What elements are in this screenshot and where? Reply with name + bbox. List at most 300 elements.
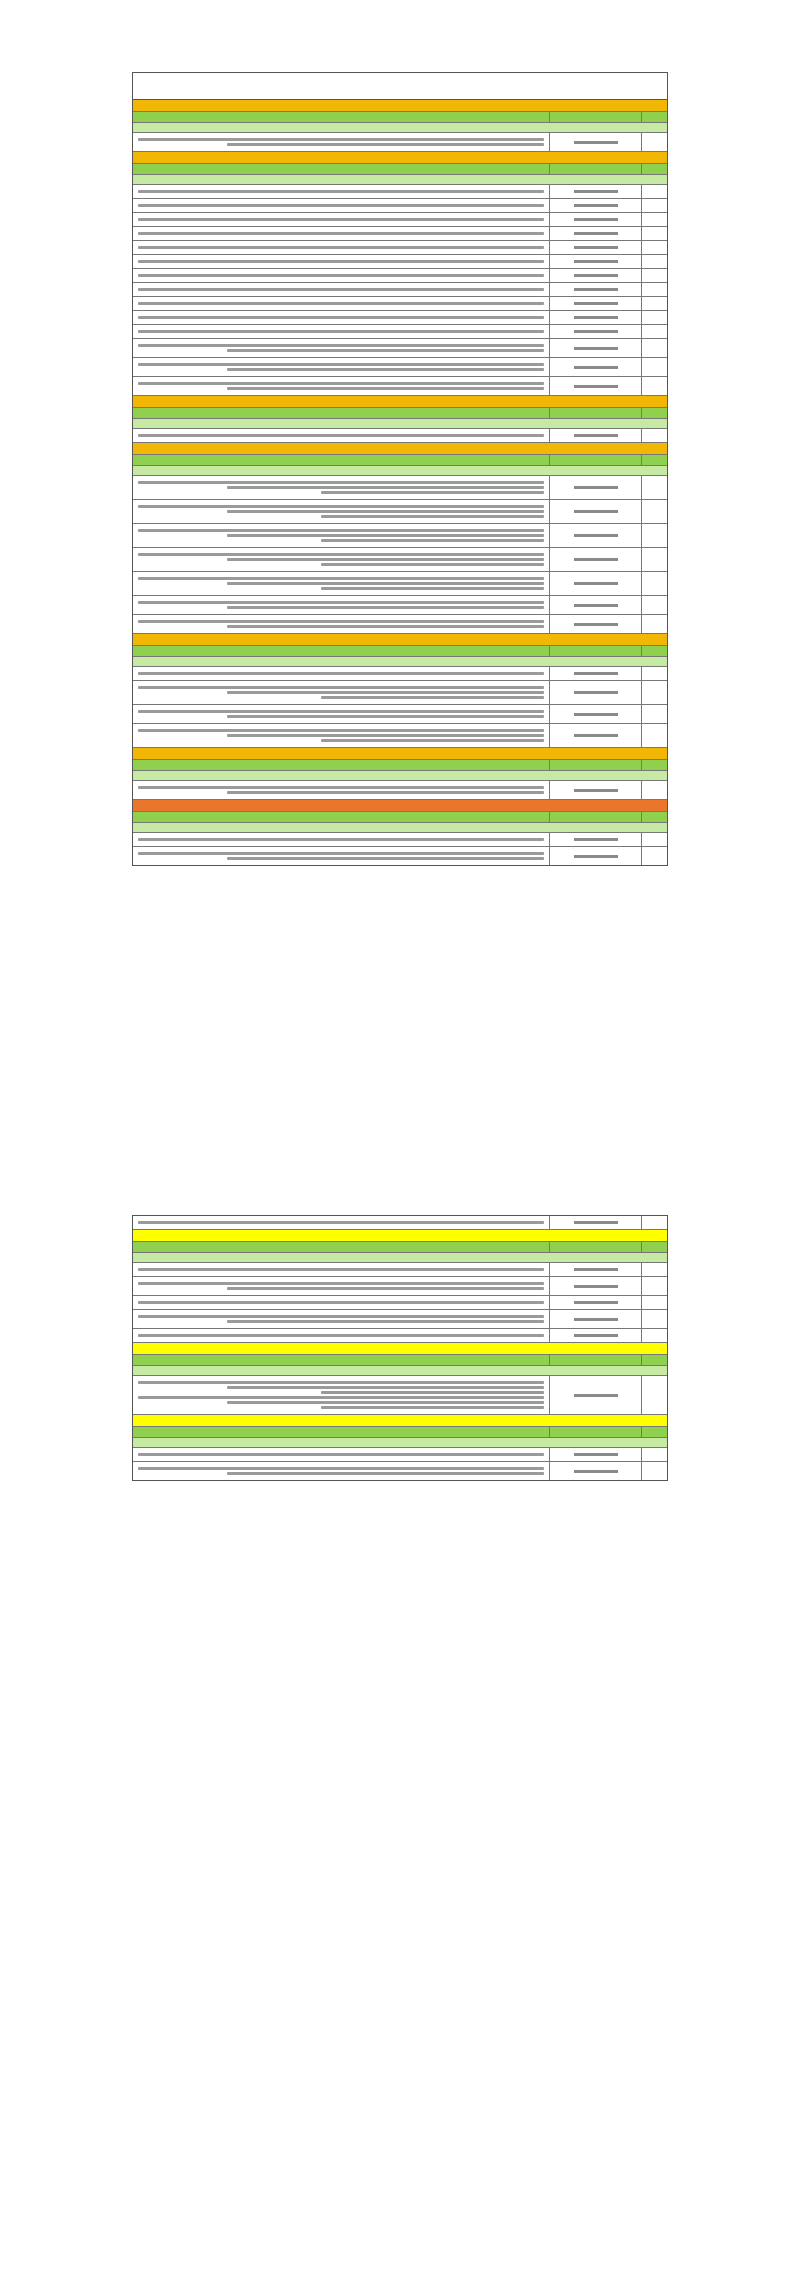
row-number [641, 133, 667, 151]
outage-areas [133, 283, 549, 296]
table-row [133, 1296, 667, 1310]
column-header-row [133, 455, 667, 466]
row-number [641, 500, 667, 523]
table-row [133, 724, 667, 748]
text-placeholder-line [227, 1386, 544, 1389]
time-placeholder [574, 691, 618, 694]
text-placeholder-line [138, 710, 544, 713]
city-header [133, 100, 667, 112]
time-placeholder [574, 558, 618, 561]
text-placeholder-line [227, 1320, 544, 1323]
text-placeholder-line [227, 1287, 544, 1290]
text-placeholder-line [227, 534, 544, 537]
time-range [549, 339, 641, 357]
time-range [549, 377, 641, 395]
time-range [549, 572, 641, 595]
table-row [133, 297, 667, 311]
outage-areas [133, 1310, 549, 1328]
outage-areas [133, 500, 549, 523]
outage-areas [133, 615, 549, 633]
row-number [641, 1376, 667, 1414]
outage-areas [133, 1462, 549, 1480]
time-placeholder [574, 1470, 618, 1473]
column-header [641, 646, 667, 656]
text-placeholder-line [321, 587, 544, 590]
text-placeholder-line [321, 1391, 544, 1394]
time-range [549, 1277, 641, 1295]
text-placeholder-line [138, 288, 544, 291]
text-placeholder-line [227, 349, 544, 352]
column-header-row [133, 1355, 667, 1366]
time-placeholder [574, 288, 618, 291]
outage-areas [133, 199, 549, 212]
column-header [133, 1242, 549, 1252]
column-header [549, 1355, 641, 1365]
time-range [549, 297, 641, 310]
outage-areas [133, 572, 549, 595]
row-number [641, 548, 667, 571]
subheader-row [133, 657, 667, 667]
table-row [133, 255, 667, 269]
city-header [133, 1230, 667, 1242]
column-header-row [133, 164, 667, 175]
table-row [133, 1310, 667, 1329]
column-header [549, 1242, 641, 1252]
outage-areas [133, 1376, 549, 1414]
time-range [549, 1263, 641, 1276]
column-header-row [133, 646, 667, 657]
text-placeholder-line [321, 491, 544, 494]
time-placeholder [574, 623, 618, 626]
time-range [549, 1296, 641, 1309]
outage-areas [133, 1448, 549, 1461]
text-placeholder-line [227, 1472, 544, 1475]
column-header [549, 646, 641, 656]
outage-areas [133, 241, 549, 254]
text-placeholder-line [138, 838, 544, 841]
text-placeholder-line [138, 529, 544, 532]
table-row [133, 1216, 667, 1230]
time-placeholder [574, 604, 618, 607]
time-placeholder [574, 1268, 618, 1271]
time-placeholder [574, 434, 618, 437]
time-placeholder [574, 141, 618, 144]
text-placeholder-line [138, 246, 544, 249]
column-header-row [133, 1242, 667, 1253]
city-header [133, 748, 667, 760]
text-placeholder-line [227, 143, 544, 146]
row-number [641, 377, 667, 395]
time-placeholder [574, 1334, 618, 1337]
text-placeholder-line [138, 434, 544, 437]
time-range [549, 681, 641, 704]
time-placeholder [574, 838, 618, 841]
time-range [549, 615, 641, 633]
row-number [641, 311, 667, 324]
column-header [133, 812, 549, 822]
column-header [641, 1355, 667, 1365]
row-number [641, 781, 667, 799]
row-number [641, 185, 667, 198]
row-number [641, 213, 667, 226]
text-placeholder-line [138, 1334, 544, 1337]
text-placeholder-line [321, 539, 544, 542]
text-placeholder-line [227, 510, 544, 513]
time-range [549, 667, 641, 680]
outage-areas [133, 429, 549, 442]
text-placeholder-line [138, 852, 544, 855]
column-header [641, 760, 667, 770]
time-range [549, 199, 641, 212]
table-row [133, 429, 667, 443]
text-placeholder-line [138, 232, 544, 235]
text-placeholder-line [321, 1406, 544, 1409]
time-placeholder [574, 1394, 618, 1397]
outage-areas [133, 847, 549, 865]
outage-areas [133, 596, 549, 614]
column-header [133, 1355, 549, 1365]
time-range [549, 548, 641, 571]
table-row [133, 847, 667, 865]
time-range [549, 269, 641, 282]
text-placeholder-line [138, 729, 544, 732]
text-placeholder-line [138, 302, 544, 305]
table-row [133, 227, 667, 241]
row-number [641, 241, 667, 254]
column-header-row [133, 812, 667, 823]
subheader-row [133, 771, 667, 781]
row-number [641, 667, 667, 680]
column-header [641, 812, 667, 822]
table-row [133, 1263, 667, 1277]
column-header [133, 1427, 549, 1437]
row-number [641, 1448, 667, 1461]
time-range [549, 724, 641, 747]
time-placeholder [574, 789, 618, 792]
column-header [549, 812, 641, 822]
row-number [641, 596, 667, 614]
time-range [549, 1376, 641, 1414]
table-row [133, 1277, 667, 1296]
time-range [549, 133, 641, 151]
subheader-row [133, 123, 667, 133]
time-range [549, 781, 641, 799]
text-placeholder-line [138, 620, 544, 623]
text-placeholder-line [138, 1301, 544, 1304]
text-placeholder-line [227, 1401, 544, 1404]
table-row [133, 241, 667, 255]
document-title [133, 73, 667, 100]
text-placeholder-line [227, 857, 544, 860]
time-range [549, 1310, 641, 1328]
outage-areas [133, 476, 549, 499]
table-row [133, 1462, 667, 1480]
table-row [133, 199, 667, 213]
text-placeholder-line [138, 481, 544, 484]
outage-areas [133, 311, 549, 324]
row-number [641, 615, 667, 633]
time-range [549, 1448, 641, 1461]
row-number [641, 1263, 667, 1276]
table-row [133, 325, 667, 339]
table-row [133, 311, 667, 325]
time-placeholder [574, 672, 618, 675]
row-number [641, 833, 667, 846]
row-number [641, 681, 667, 704]
time-range [549, 847, 641, 865]
text-placeholder-line [227, 606, 544, 609]
sheet-2-body [133, 1216, 667, 1480]
column-header [133, 408, 549, 418]
outage-areas [133, 1263, 549, 1276]
schedule-sheet-1 [132, 72, 668, 866]
text-placeholder-line [138, 260, 544, 263]
text-placeholder-line [138, 1467, 544, 1470]
time-range [549, 283, 641, 296]
subheader-row [133, 1253, 667, 1263]
time-range [549, 833, 641, 846]
time-range [549, 325, 641, 338]
column-header [133, 646, 549, 656]
outage-areas [133, 724, 549, 747]
city-header [133, 1415, 667, 1427]
time-placeholder [574, 1318, 618, 1321]
time-placeholder [574, 1301, 618, 1304]
subheader-row [133, 1438, 667, 1448]
row-number [641, 1296, 667, 1309]
table-row [133, 283, 667, 297]
outage-areas [133, 524, 549, 547]
row-number [641, 283, 667, 296]
outage-areas [133, 705, 549, 723]
table-row [133, 572, 667, 596]
outage-areas [133, 133, 549, 151]
text-placeholder-line [227, 715, 544, 718]
row-number [641, 724, 667, 747]
column-header [549, 112, 641, 122]
time-placeholder [574, 316, 618, 319]
text-placeholder-line [138, 1315, 544, 1318]
row-number [641, 1462, 667, 1480]
column-header [641, 1427, 667, 1437]
time-range [549, 1329, 641, 1342]
outage-areas [133, 1296, 549, 1309]
row-number [641, 1310, 667, 1328]
column-header [641, 408, 667, 418]
outage-areas [133, 185, 549, 198]
outage-areas [133, 339, 549, 357]
row-number [641, 227, 667, 240]
subheader-row [133, 466, 667, 476]
column-header [133, 455, 549, 465]
table-row [133, 1329, 667, 1343]
column-header [641, 112, 667, 122]
time-range [549, 500, 641, 523]
outage-areas [133, 255, 549, 268]
outage-areas [133, 269, 549, 282]
table-row [133, 339, 667, 358]
outage-areas [133, 667, 549, 680]
outage-areas [133, 1216, 549, 1229]
column-header [133, 760, 549, 770]
subheader-row [133, 419, 667, 429]
time-placeholder [574, 1221, 618, 1224]
city-header [133, 152, 667, 164]
city-header [133, 443, 667, 455]
column-header-row [133, 1427, 667, 1438]
time-range [549, 241, 641, 254]
row-number [641, 339, 667, 357]
table-row [133, 269, 667, 283]
time-range [549, 429, 641, 442]
outage-areas [133, 213, 549, 226]
text-placeholder-line [138, 1453, 544, 1456]
row-number [641, 199, 667, 212]
column-header [641, 1242, 667, 1252]
table-row [133, 705, 667, 724]
schedule-sheet-2 [132, 1215, 668, 1481]
time-placeholder [574, 1453, 618, 1456]
row-number [641, 524, 667, 547]
column-header [549, 760, 641, 770]
outage-areas [133, 227, 549, 240]
column-header [549, 455, 641, 465]
text-placeholder-line [138, 316, 544, 319]
text-placeholder-line [227, 486, 544, 489]
row-number [641, 429, 667, 442]
column-header-row [133, 760, 667, 771]
table-row [133, 377, 667, 396]
row-number [641, 297, 667, 310]
text-placeholder-line [138, 190, 544, 193]
column-header [549, 408, 641, 418]
outage-areas [133, 297, 549, 310]
row-number [641, 269, 667, 282]
time-range [549, 1216, 641, 1229]
time-placeholder [574, 534, 618, 537]
time-placeholder [574, 190, 618, 193]
time-placeholder [574, 713, 618, 716]
column-header [641, 164, 667, 174]
row-number [641, 1216, 667, 1229]
time-range [549, 705, 641, 723]
row-number [641, 572, 667, 595]
table-row [133, 476, 667, 500]
row-number [641, 1329, 667, 1342]
text-placeholder-line [138, 382, 544, 385]
time-range [549, 476, 641, 499]
time-range [549, 1462, 641, 1480]
outage-areas [133, 377, 549, 395]
time-range [549, 213, 641, 226]
time-placeholder [574, 232, 618, 235]
text-placeholder-line [138, 274, 544, 277]
time-range [549, 358, 641, 376]
table-row [133, 615, 667, 634]
table-row [133, 213, 667, 227]
time-range [549, 185, 641, 198]
outage-areas [133, 358, 549, 376]
subheader-row [133, 1366, 667, 1376]
subheader-row [133, 175, 667, 185]
text-placeholder-line [138, 1268, 544, 1271]
column-header-row [133, 408, 667, 419]
row-number [641, 1277, 667, 1295]
text-placeholder-line [138, 218, 544, 221]
text-placeholder-line [321, 515, 544, 518]
city-header [133, 396, 667, 408]
city-header [133, 1343, 667, 1355]
text-placeholder-line [138, 138, 544, 141]
sheet-1-body [133, 100, 667, 865]
text-placeholder-line [138, 672, 544, 675]
city-header [133, 634, 667, 646]
table-row [133, 500, 667, 524]
column-header-row [133, 112, 667, 123]
time-placeholder [574, 734, 618, 737]
table-row [133, 133, 667, 152]
time-placeholder [574, 855, 618, 858]
text-placeholder-line [138, 1221, 544, 1224]
table-row [133, 1376, 667, 1415]
time-range [549, 255, 641, 268]
text-placeholder-line [138, 686, 544, 689]
text-placeholder-line [138, 553, 544, 556]
column-header [549, 1427, 641, 1437]
text-placeholder-line [138, 601, 544, 604]
row-number [641, 847, 667, 865]
time-range [549, 596, 641, 614]
time-range [549, 227, 641, 240]
text-placeholder-line [227, 791, 544, 794]
text-placeholder-line [138, 1396, 544, 1399]
time-placeholder [574, 1285, 618, 1288]
text-placeholder-line [138, 1282, 544, 1285]
time-placeholder [574, 204, 618, 207]
text-placeholder-line [227, 625, 544, 628]
text-placeholder-line [138, 330, 544, 333]
row-number [641, 255, 667, 268]
time-placeholder [574, 486, 618, 489]
outage-areas [133, 781, 549, 799]
text-placeholder-line [138, 1381, 544, 1384]
table-row [133, 596, 667, 615]
table-row [133, 185, 667, 199]
row-number [641, 358, 667, 376]
column-header [133, 164, 549, 174]
text-placeholder-line [321, 739, 544, 742]
text-placeholder-line [321, 696, 544, 699]
outage-areas [133, 1277, 549, 1295]
outage-areas [133, 833, 549, 846]
time-placeholder [574, 302, 618, 305]
text-placeholder-line [227, 691, 544, 694]
text-placeholder-line [138, 204, 544, 207]
time-placeholder [574, 330, 618, 333]
row-number [641, 476, 667, 499]
outage-areas [133, 325, 549, 338]
row-number [641, 705, 667, 723]
column-header [549, 164, 641, 174]
time-placeholder [574, 582, 618, 585]
time-placeholder [574, 218, 618, 221]
text-placeholder-line [138, 577, 544, 580]
row-number [641, 325, 667, 338]
time-placeholder [574, 366, 618, 369]
city-header [133, 800, 667, 812]
time-placeholder [574, 260, 618, 263]
time-placeholder [574, 385, 618, 388]
